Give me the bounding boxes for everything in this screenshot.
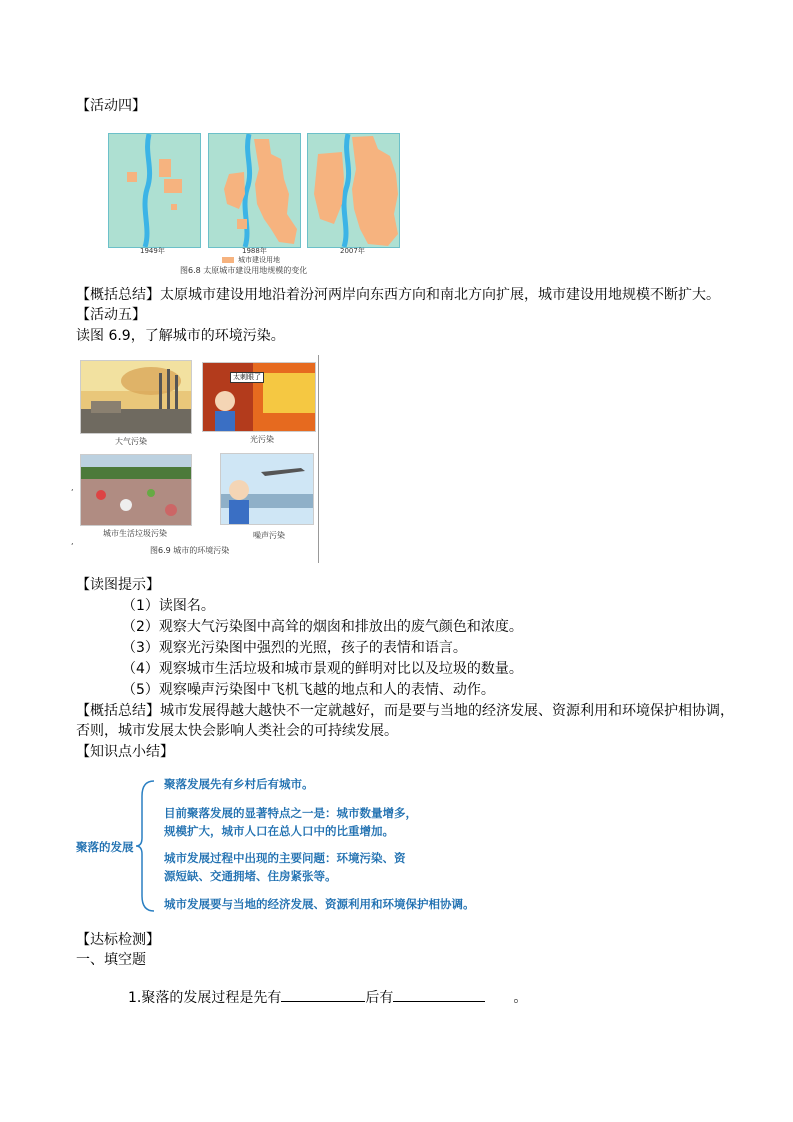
figure-6-9-caption: 图6.9 城市的环境污染 (150, 546, 230, 555)
activity5-heading: 【活动五】 (76, 307, 146, 323)
photo-air-pollution-label: 大气污染 (115, 437, 147, 446)
activity5-instruction: 读图 6.9，了解城市的环境污染。 (76, 328, 285, 344)
legend-swatch (222, 257, 234, 263)
test-section: 一、填空题 (76, 952, 146, 968)
activity4-heading: 【活动四】 (76, 98, 146, 114)
mindmap-item-2-line1: 目前聚落发展的显著特点之一是：城市数量增多， (164, 806, 417, 820)
mindmap-brace (136, 776, 156, 916)
stray-comma-1: , (71, 483, 74, 492)
mindmap-item-2-line2: 规模扩大，城市人口在总人口中的比重增加。 (164, 824, 394, 838)
question-1 (128, 987, 527, 1008)
mindmap-item-4: 城市发展要与当地的经济发展、资源利用和环境保护相协调。 (164, 897, 475, 911)
summary-2-line1: 【概括总结】城市发展得越大越快不一定就越好，而是要与当地的经济发展、资源利用和环境保护相协调， (76, 703, 734, 719)
question-1-blank-2[interactable] (393, 987, 485, 1002)
map-year-1949: 1949年 (140, 247, 165, 255)
reading-tip-5: （5）观察噪声污染图中飞机飞越的地点和人的表情、动作。 (122, 682, 495, 698)
photo-garbage-pollution (80, 454, 192, 526)
reading-tip-2: （2）观察大气污染图中高耸的烟囱和排放出的废气颜色和浓度。 (122, 619, 523, 635)
photo-light-pollution-label: 光污染 (250, 435, 274, 444)
map-2007 (307, 133, 400, 248)
legend-label: 城市建设用地 (238, 256, 280, 264)
figure-6-9-border (318, 355, 319, 563)
mindmap-item-1: 聚落发展先有乡村后有城市。 (164, 777, 314, 791)
photo-noise-pollution (220, 453, 314, 525)
question-1-blank-1[interactable] (281, 987, 365, 1002)
figure-6-8-caption: 图6.8 太原城市建设用地规模的变化 (180, 266, 308, 275)
summary-2-line2: 否则，城市发展太快会影响人类社会的可持续发展。 (76, 723, 398, 739)
summary-1: 【概括总结】太原城市建设用地沿着汾河两岸向东西方向和南北方向扩展，城市建设用地规模不断扩大。 (76, 287, 720, 303)
map-year-2007: 2007年 (340, 247, 365, 255)
light-pollution-sign: 太刺眼了 (230, 372, 264, 383)
mindmap-item-3-line2: 源短缺、交通拥堵、住房紧张等。 (164, 869, 337, 883)
mindmap-root: 聚落的发展 (76, 840, 134, 854)
reading-tip-3: （3）观察光污染图中强烈的光照，孩子的表情和语言。 (122, 640, 467, 656)
question-1-prefix: 1.聚落的发展过程是先有 (128, 990, 282, 1006)
reading-tip-1: （1）读图名。 (122, 598, 215, 614)
reading-tips-heading: 【读图提示】 (76, 577, 160, 593)
mindmap-item-3-line1: 城市发展过程中出现的主要问题：环境污染、资 (164, 851, 406, 865)
photo-garbage-pollution-label: 城市生活垃圾污染 (103, 529, 167, 538)
reading-tip-4: （4）观察城市生活垃圾和城市景观的鲜明对比以及垃圾的数量。 (122, 661, 523, 677)
question-1-mid: 后有 (365, 990, 394, 1006)
photo-noise-pollution-label: 噪声污染 (253, 531, 285, 540)
question-1-end: 。 (513, 990, 528, 1006)
test-heading: 【达标检测】 (76, 932, 160, 948)
map-1949 (108, 133, 201, 248)
map-year-1988: 1988年 (242, 247, 267, 255)
stray-comma-2: , (71, 537, 74, 546)
photo-air-pollution (80, 360, 192, 434)
knowledge-heading: 【知识点小结】 (76, 744, 174, 760)
map-1988 (208, 133, 301, 248)
